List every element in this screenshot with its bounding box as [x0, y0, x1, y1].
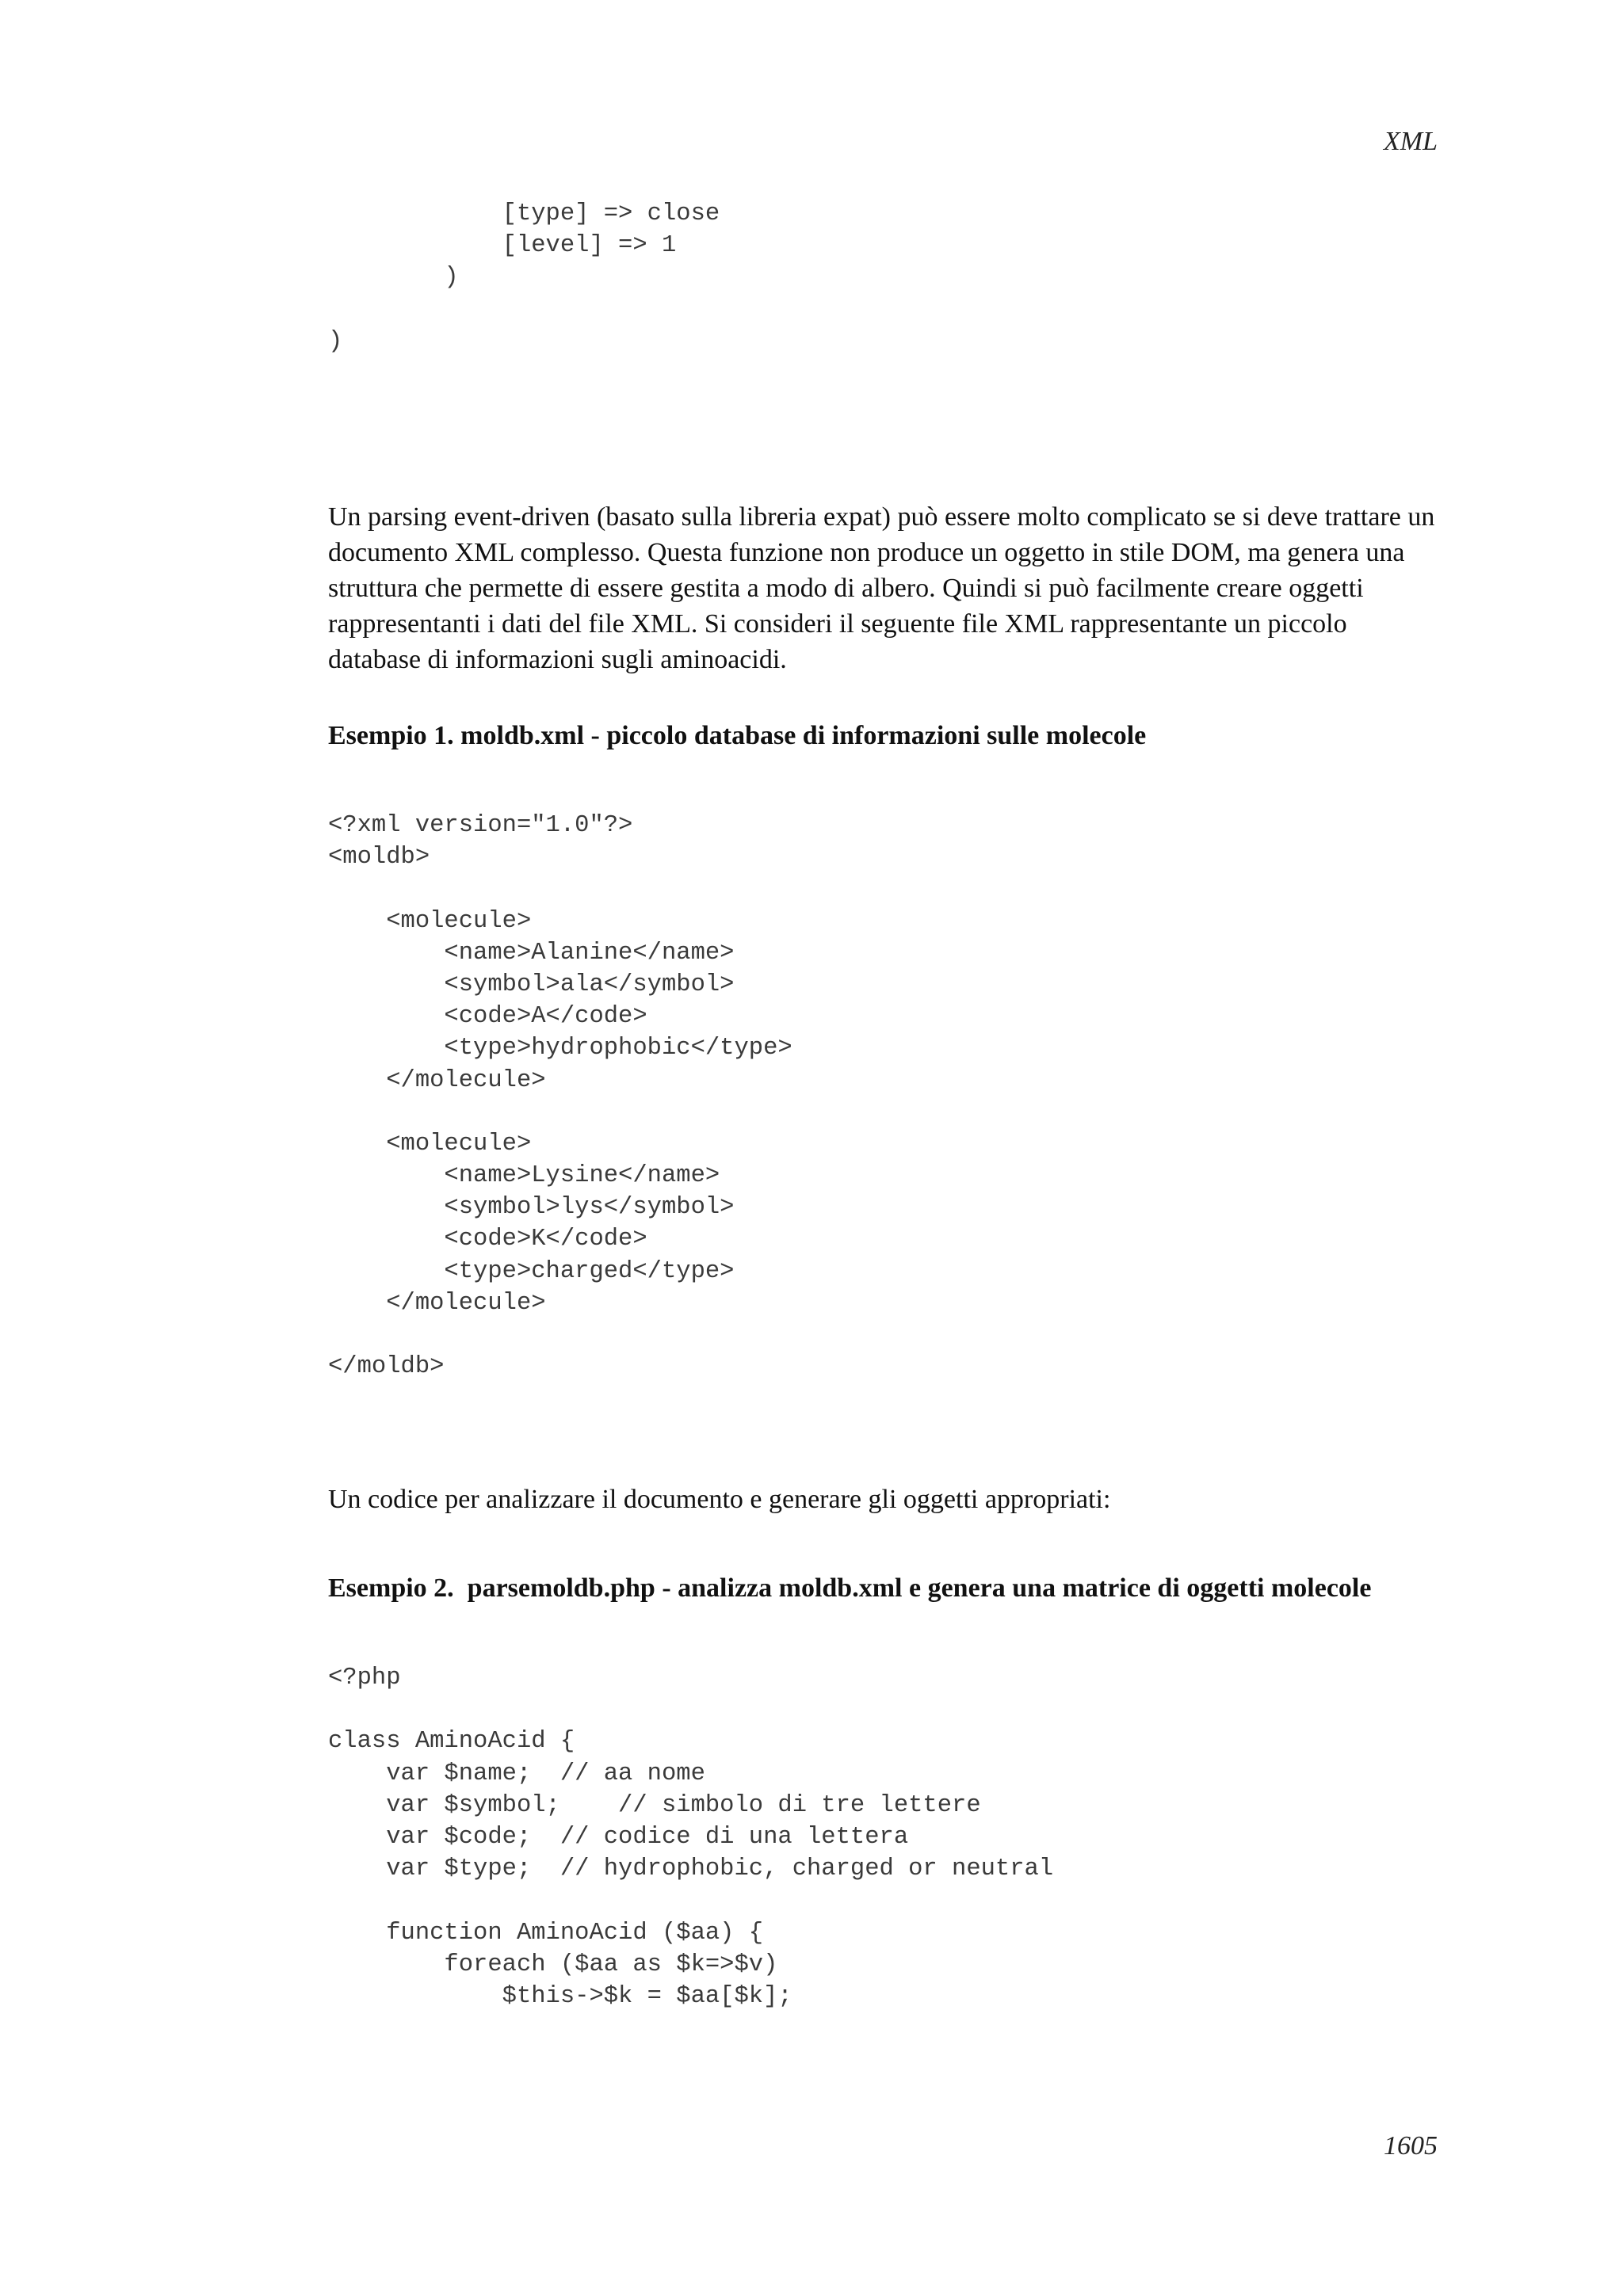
code-line — [328, 1319, 792, 1351]
code-line — [328, 294, 720, 326]
code-line: </molecule> — [328, 1289, 546, 1317]
code-line: [type] => close — [328, 200, 720, 227]
code-line — [328, 1097, 792, 1128]
middle-paragraph: Un codice per analizzare il documento e generare gli oggetti appropriati: — [328, 1485, 1111, 1514]
code-line: var $type; // hydrophobic, charged or neutral — [328, 1855, 1054, 1883]
code-line: var $symbol; // simbolo di tre lettere — [328, 1791, 981, 1819]
code-block-top — [328, 198, 720, 357]
code-line: <molecule> — [328, 1130, 532, 1158]
code-line — [328, 1694, 1053, 1726]
code-line: <?xml version="1.0"?> — [328, 812, 633, 839]
code-line: var $name; // aa nome — [328, 1760, 705, 1787]
code-line — [328, 873, 792, 905]
code-line: <name>Lysine</name> — [328, 1162, 720, 1190]
code-line: <symbol>ala</symbol> — [328, 971, 735, 998]
code-line — [328, 1885, 1053, 1917]
code-line: <moldb> — [328, 844, 430, 871]
code-line: ) — [328, 327, 343, 355]
code-block-moldb-xml — [328, 810, 792, 1383]
code-line: <type>charged</type> — [328, 1257, 735, 1285]
code-line: foreach ($aa as $k=>$v) — [328, 1951, 778, 1978]
running-head: XML — [1384, 127, 1438, 156]
code-line: <symbol>lys</symbol> — [328, 1194, 735, 1222]
code-line: [level] => 1 — [328, 232, 677, 260]
code-line: var $code; // codice di una lettera — [328, 1823, 909, 1851]
code-line: </molecule> — [328, 1066, 546, 1094]
code-line: <?php — [328, 1665, 401, 1691]
code-line: <code>K</code> — [328, 1226, 647, 1253]
code-line: $this->$k = $aa[$k]; — [328, 1982, 792, 2010]
example2-caption: Esempio 2. parsemoldb.php - analizza moldb.xml e genera una matrice di oggetti molecole — [328, 1573, 1372, 1603]
code-line: <molecule> — [328, 907, 532, 935]
code-block-parsemoldb-php — [328, 1662, 1053, 2012]
intro-paragraph: Un parsing event-driven (basato sulla libreria expat) può essere molto complicato se si deve trattare un documento XML complesso. Questa funzione non produce un oggetto in stile DOM, ma genera una struttura che permette di essere gestita a modo di albero. Quindi si può facilmente creare oggetti rappresentanti i dati del file XML. Si consideri il seguente file XML rappresentante un piccolo database di informazioni sugli aminoacidi. — [328, 502, 1435, 674]
code-line: ) — [328, 264, 459, 292]
example1-caption: Esempio 1. moldb.xml - piccolo database di informazioni sulle molecole — [328, 721, 1147, 750]
page-number: 1605 — [1384, 2131, 1438, 2161]
code-line: <type>hydrophobic</type> — [328, 1035, 792, 1062]
code-line: class AminoAcid { — [328, 1728, 575, 1756]
code-line: <name>Alanine</name> — [328, 939, 735, 967]
code-line: <code>A</code> — [328, 1003, 647, 1031]
code-line: </moldb> — [328, 1353, 445, 1381]
code-line: function AminoAcid ($aa) { — [328, 1919, 764, 1947]
